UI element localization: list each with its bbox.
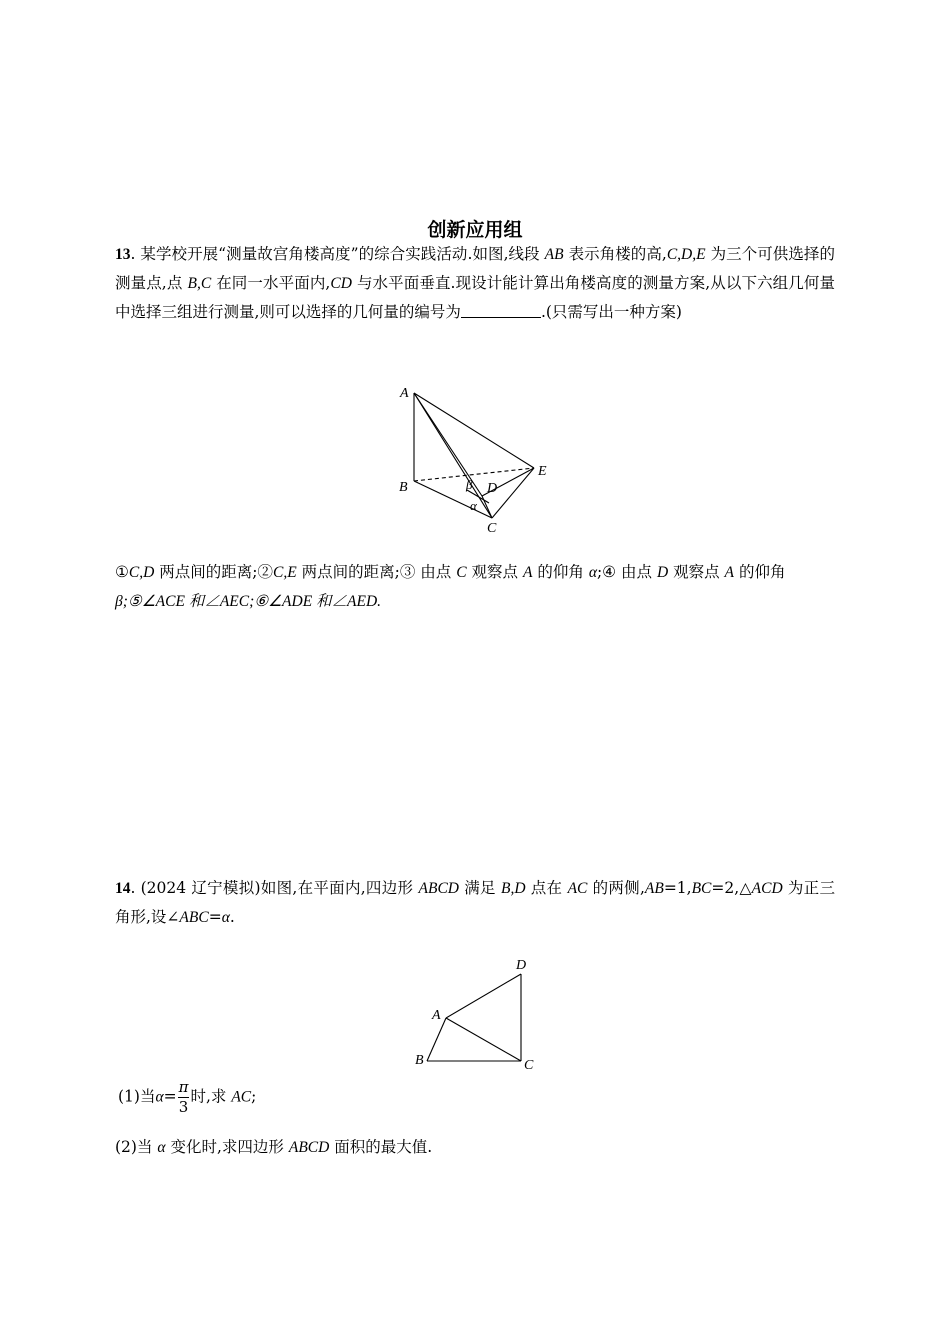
quadrilateral-figure — [405, 950, 555, 1080]
label-alpha: α — [470, 498, 477, 513]
label-A: A — [400, 386, 409, 401]
fraction-pi-over-3: $\frac{\pi}{3}$ — [178, 1078, 189, 1116]
q14-part2: (2)当 α 变化时,求四边形 ABCD 面积的最大值. — [115, 1138, 433, 1156]
question-13: 13. 某学校开展“测量故宫角楼高度”的综合实践活动.如图,线段 AB 表示角楼的高,C,D,E 为三个可供选择的测量点,点 B,C 在同一水平面内,CD 与水平面垂直.现设计能计算出角楼高度的测量方案,从以下六组几何量中选择三组进行测量,则可以选择的几何量的编号为 .(只需写出一种方案) — [115, 245, 835, 321]
q14-part1: (1)当α= $\frac{\pi}{3}$ 时,求 AC; — [118, 1078, 257, 1116]
label-beta: β — [466, 477, 473, 492]
edge-CE — [492, 468, 534, 518]
answer-blank — [461, 303, 541, 318]
label-B: B — [399, 480, 408, 495]
edge-AB — [427, 1018, 446, 1061]
section-title: 创新应用组 — [427, 219, 523, 241]
q13-options: ①C,D 两点间的距离;②C,E 两点间的距离;③ 由点 C 观察点 A 的仰角 α;④ 由点 D 观察点 A 的仰角 β;⑤∠ACE 和∠AEC;⑥∠ADE 和∠AED. — [115, 563, 786, 610]
label-D: D — [487, 481, 498, 496]
label-C: C — [487, 521, 497, 535]
label-E: E — [538, 464, 547, 479]
edge-AE — [414, 393, 534, 468]
edge-AD — [446, 974, 521, 1018]
label-D: D — [516, 958, 527, 973]
label-A: A — [432, 1008, 441, 1023]
label-B: B — [415, 1053, 424, 1068]
question-14: 14. (2024 辽宁模拟)如图,在平面内,四边形 ABCD 满足 B,D 点在 AC 的两侧,AB=1,BC=2,△ACD 为正三角形,设∠ABC=α. — [115, 879, 835, 926]
question-number: 13 — [115, 246, 131, 263]
question-number: 14 — [115, 880, 131, 897]
edge-AC — [446, 1018, 521, 1061]
pyramid-figure — [390, 375, 560, 535]
edge-BE-dashed — [414, 468, 534, 481]
label-C: C — [524, 1058, 534, 1073]
